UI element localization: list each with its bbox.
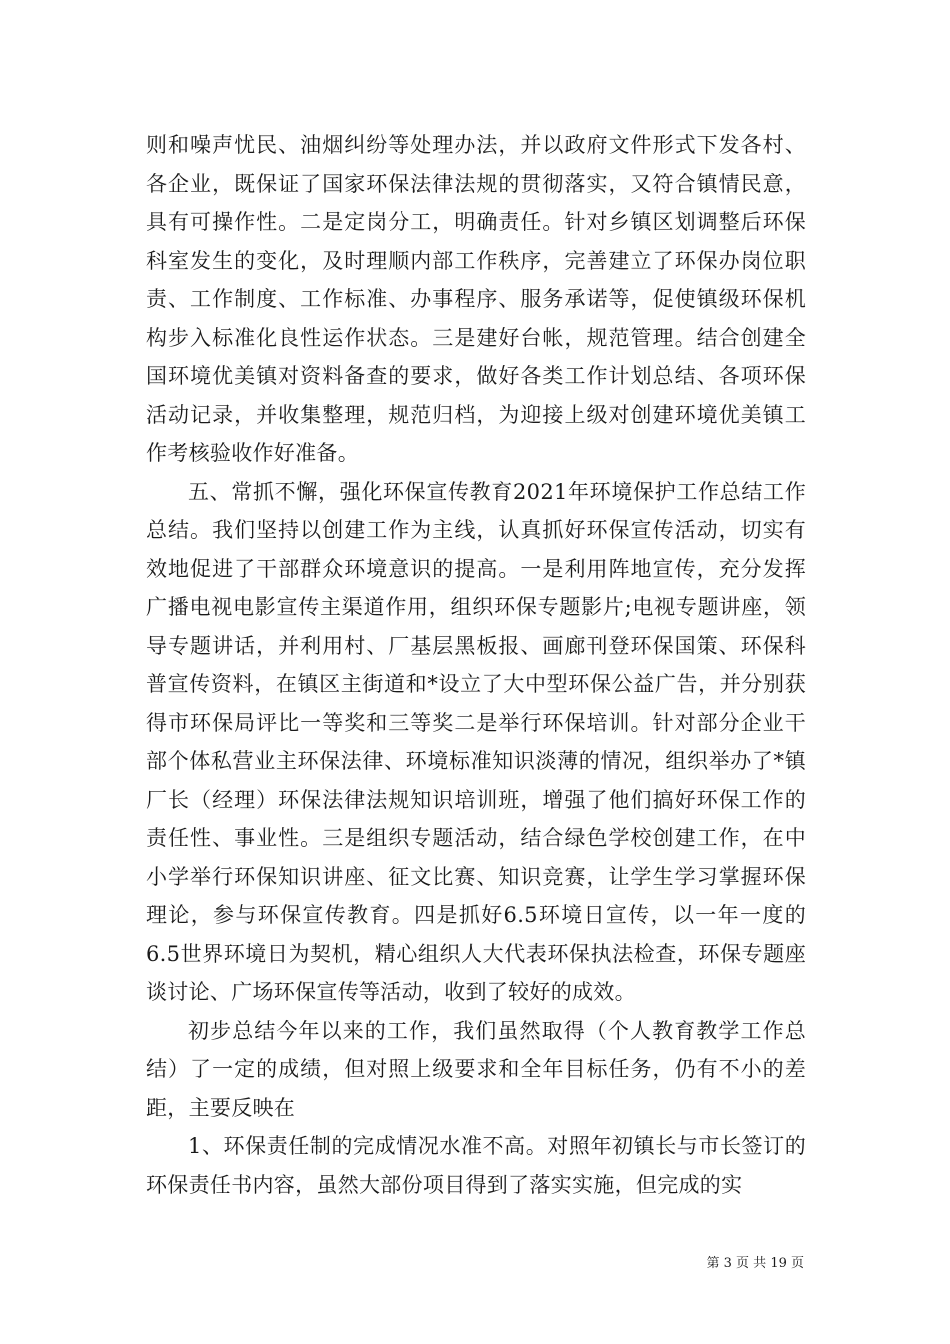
paragraph-section-five: 五、常抓不懈，强化环保宣传教育2021年环境保护工作总结工作总结。我们坚持以创建工作为主线，认真抓好环保宣传活动，切实有效地促进了干部群众环境意识的提高。一是利用阵地宣传，充分发挥广播电视电影宣传主渠道作用，组织环保专题影片;电视专题讲座，领导专题讲话，并利用村、厂基层黑板报、画廊刊登环保国策、环保科普宣传资料，在镇区主街道和*设立了大中型环保公益广告，并分别获得市环保局评比一等奖和三等奖二是举行环保培训。针对部分企业干部个体私营业主环保法律、环境标准知识淡薄的情况，组织举办了*镇厂长（经理）环保法律法规知识培训班，增强了他们搞好环保工作的责任性、事业性。三是组织专题活动，结合绿色学校创建工作，在中小学举行环保知识讲座、征文比赛、知识竞赛，让学生学习掌握环保理论，参与环保宣传教育。四是抓好6.5环境日宣传，以一年一度的6.5世界环境日为契机，精心组织人大代表环保执法检查，环保专题座谈讨论、广场环保宣传等活动，收到了较好的成效。	[146, 479, 806, 1004]
paragraph-summary: 初步总结今年以来的工作，我们虽然取得（个人教育教学工作总结）了一定的成绩，但对照上级要求和全年目标任务，仍有不小的差距，主要反映在	[146, 1018, 806, 1120]
document-body	[146, 126, 806, 1204]
page-number: 第 3 页 共 19 页	[706, 1256, 804, 1271]
paragraph-item-one: 1、环保责任制的完成情况水准不高。对照年初镇长与市长签订的环保责任书内容，虽然大部份项目得到了落实实施，但完成的实	[146, 1134, 806, 1197]
paragraph-continuation: 则和噪声忧民、油烟纠纷等处理办法，并以政府文件形式下发各村、各企业，既保证了国家环保法律法规的贯彻落实，又符合镇情民意，具有可操作性。二是定岗分工，明确责任。针对乡镇区划调整后环保科室发生的变化，及时理顺内部工作秩序，完善建立了环保办岗位职责、工作制度、工作标准、办事程序、服务承诺等，促使镇级环保机构步入标准化良性运作状态。三是建好台帐，规范管理。结合创建全国环境优美镇对资料备查的要求，做好各类工作计划总结、各项环保活动记录，并收集整理，规范归档，为迎接上级对创建环境优美镇工作考核验收作好准备。	[146, 133, 806, 465]
